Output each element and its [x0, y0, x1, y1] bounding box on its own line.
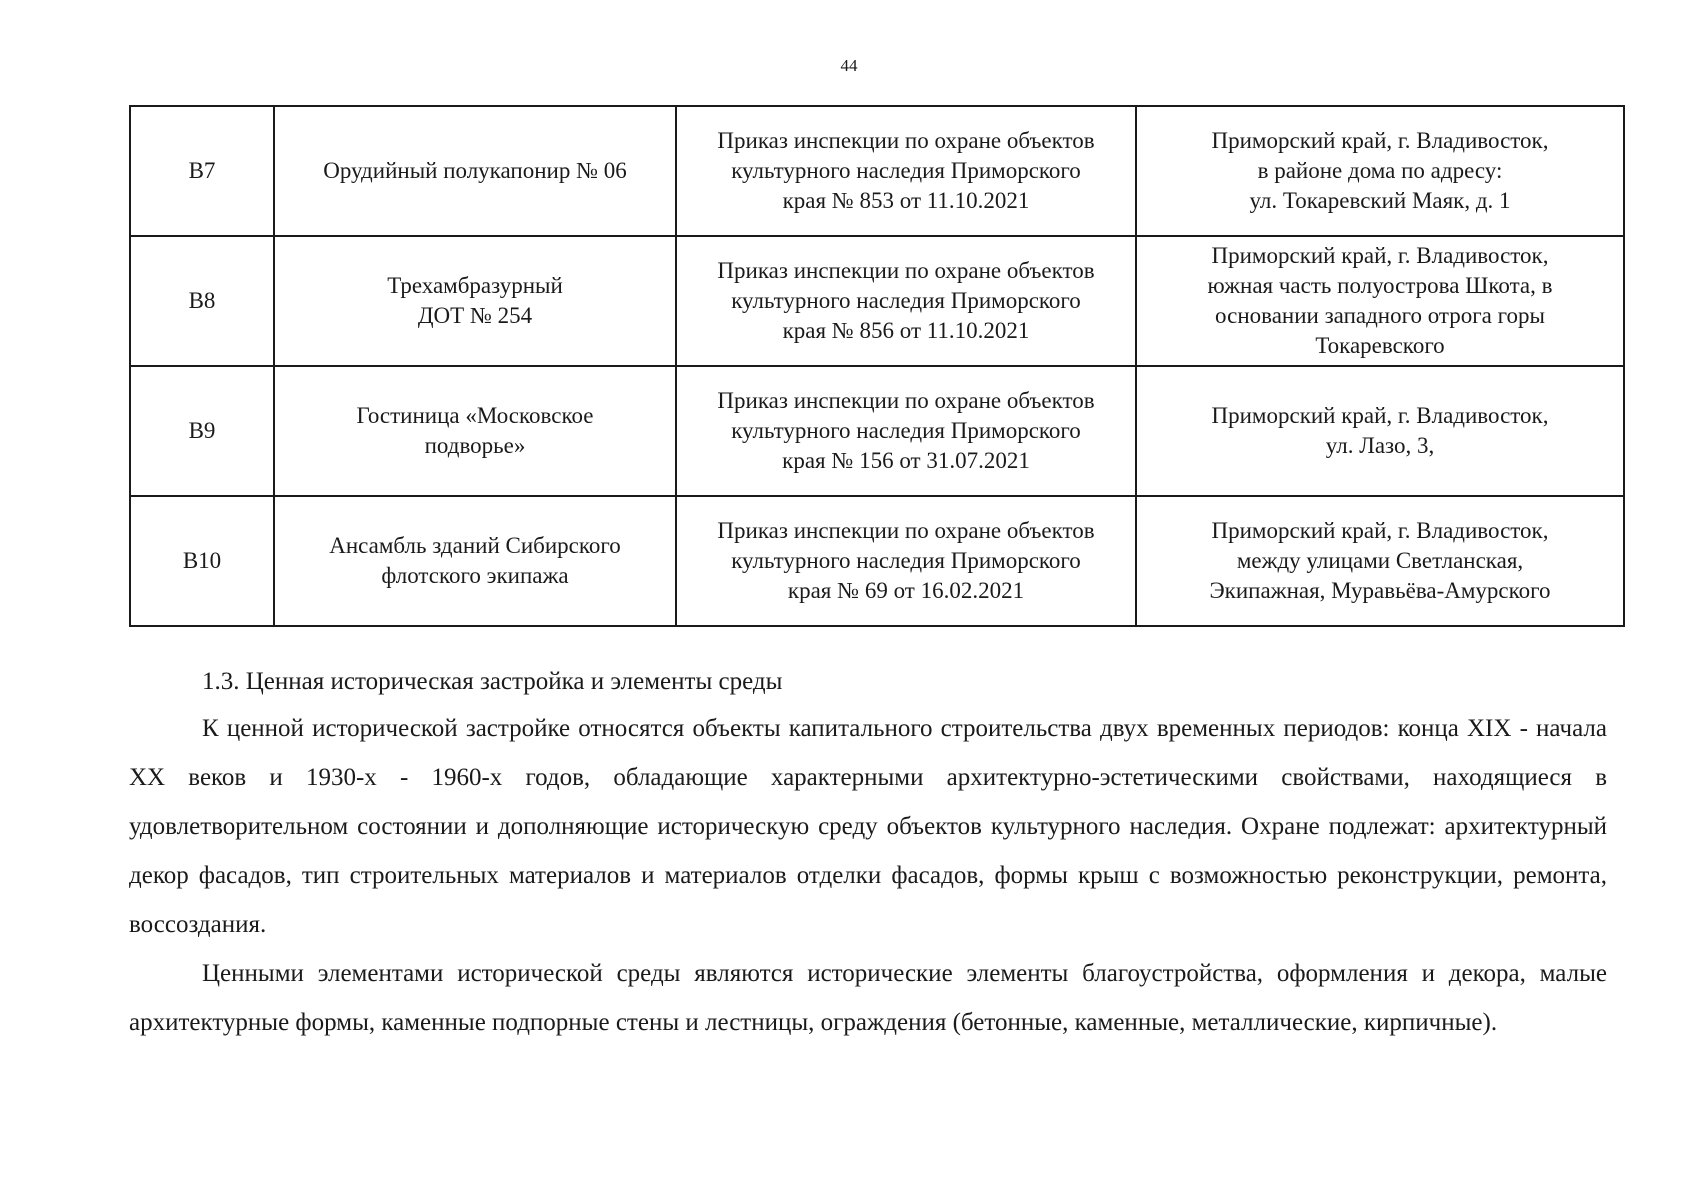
- order-line: края № 69 от 16.02.2021: [787, 578, 1025, 603]
- address-cell: [1136, 236, 1624, 366]
- object-code-cell: [130, 496, 274, 626]
- address-cell: [1136, 106, 1624, 236]
- page-number: 44: [840, 56, 858, 75]
- address-line: Токаревского: [1315, 333, 1445, 358]
- order-line: культурного наследия Приморского: [731, 158, 1081, 183]
- object-name-line: флотского экипажа: [381, 563, 569, 588]
- address-line: Приморский край, г. Владивосток,: [1211, 243, 1549, 268]
- order-cell: [676, 496, 1136, 626]
- object-name-line: Ансамбль зданий Сибирского: [329, 533, 621, 558]
- order-line: Приказ инспекции по охране объектов: [717, 518, 1095, 543]
- order-line: Приказ инспекции по охране объектов: [717, 128, 1095, 153]
- order-cell: [676, 366, 1136, 496]
- object-code: В9: [188, 418, 216, 443]
- table-row: [130, 236, 1624, 366]
- address-line: между улицами Светланская,: [1236, 548, 1524, 573]
- address-line: Экипажная, Муравьёва-Амурского: [1209, 578, 1551, 603]
- object-code: В7: [188, 158, 216, 183]
- order-cell: [676, 106, 1136, 236]
- order-line: культурного наследия Приморского: [731, 418, 1081, 443]
- order-line: края № 856 от 11.10.2021: [782, 318, 1030, 343]
- paragraph-valuable-elements: Ценными элементами исторической среды являются исторические элементы благоустройства, оформления и декора, малые архитектурные формы, каменные подпорные стены и лестницы, ограждения (бетонные, каменные, металлические, кирпичные).: [129, 960, 1607, 1036]
- object-code-cell: [130, 106, 274, 236]
- object-name-line: Гостиница «Московское: [356, 403, 594, 428]
- address-line: Приморский край, г. Владивосток,: [1211, 403, 1549, 428]
- table-row: [130, 496, 1624, 626]
- object-code: В8: [188, 288, 216, 313]
- object-code-cell: [130, 236, 274, 366]
- section-heading: 1.3. Ценная историческая застройка и элементы среды: [202, 668, 783, 695]
- object-code-cell: [130, 366, 274, 496]
- order-line: края № 853 от 11.10.2021: [782, 188, 1030, 213]
- order-line: Приказ инспекции по охране объектов: [717, 258, 1095, 283]
- object-name-cell: [274, 106, 676, 236]
- address-line: в районе дома по адресу:: [1257, 158, 1503, 183]
- address-line: ул. Лазо, 3,: [1325, 433, 1435, 458]
- object-name-line: Орудийный полукапонир № 06: [323, 158, 627, 183]
- address-line: южная часть полуострова Шкота, в: [1207, 273, 1553, 298]
- table-row: [130, 106, 1624, 236]
- object-name-cell: [274, 236, 676, 366]
- heritage-objects-table: [129, 105, 1625, 627]
- object-name-line: Трехамбразурный: [387, 273, 563, 298]
- table-row: [130, 366, 1624, 496]
- order-line: культурного наследия Приморского: [731, 548, 1081, 573]
- order-cell: [676, 236, 1136, 366]
- address-cell: [1136, 366, 1624, 496]
- object-name-cell: [274, 496, 676, 626]
- paragraph-valuable-buildings: К ценной исторической застройке относятся объекты капитального строительства двух временных периодов: конца XIX - начала XX веков и 1930-х - 1960-х годов, обладающие характерными архитектурно-эстетическими свойствами, находящиеся в удовлетворительном состоянии и дополняющие историческую среду объектов культурного наследия. Охране подлежат: архитектурный декор фасадов, тип строительных материалов и материалов отделки фасадов, формы крыш с возможностью реконструкции, ремонта, воссоздания.: [129, 715, 1607, 938]
- address-line: Приморский край, г. Владивосток,: [1211, 128, 1549, 153]
- object-name-line: подворье»: [424, 433, 526, 458]
- object-code: В10: [182, 548, 222, 573]
- address-cell: [1136, 496, 1624, 626]
- address-line: ул. Токаревский Маяк, д. 1: [1249, 188, 1511, 213]
- order-line: края № 156 от 31.07.2021: [782, 448, 1030, 473]
- address-line: основании западного отрога горы: [1215, 303, 1545, 328]
- object-name-cell: [274, 366, 676, 496]
- order-line: культурного наследия Приморского: [731, 288, 1081, 313]
- order-line: Приказ инспекции по охране объектов: [717, 388, 1095, 413]
- address-line: Приморский край, г. Владивосток,: [1211, 518, 1549, 543]
- object-name-line: ДОТ № 254: [417, 303, 533, 328]
